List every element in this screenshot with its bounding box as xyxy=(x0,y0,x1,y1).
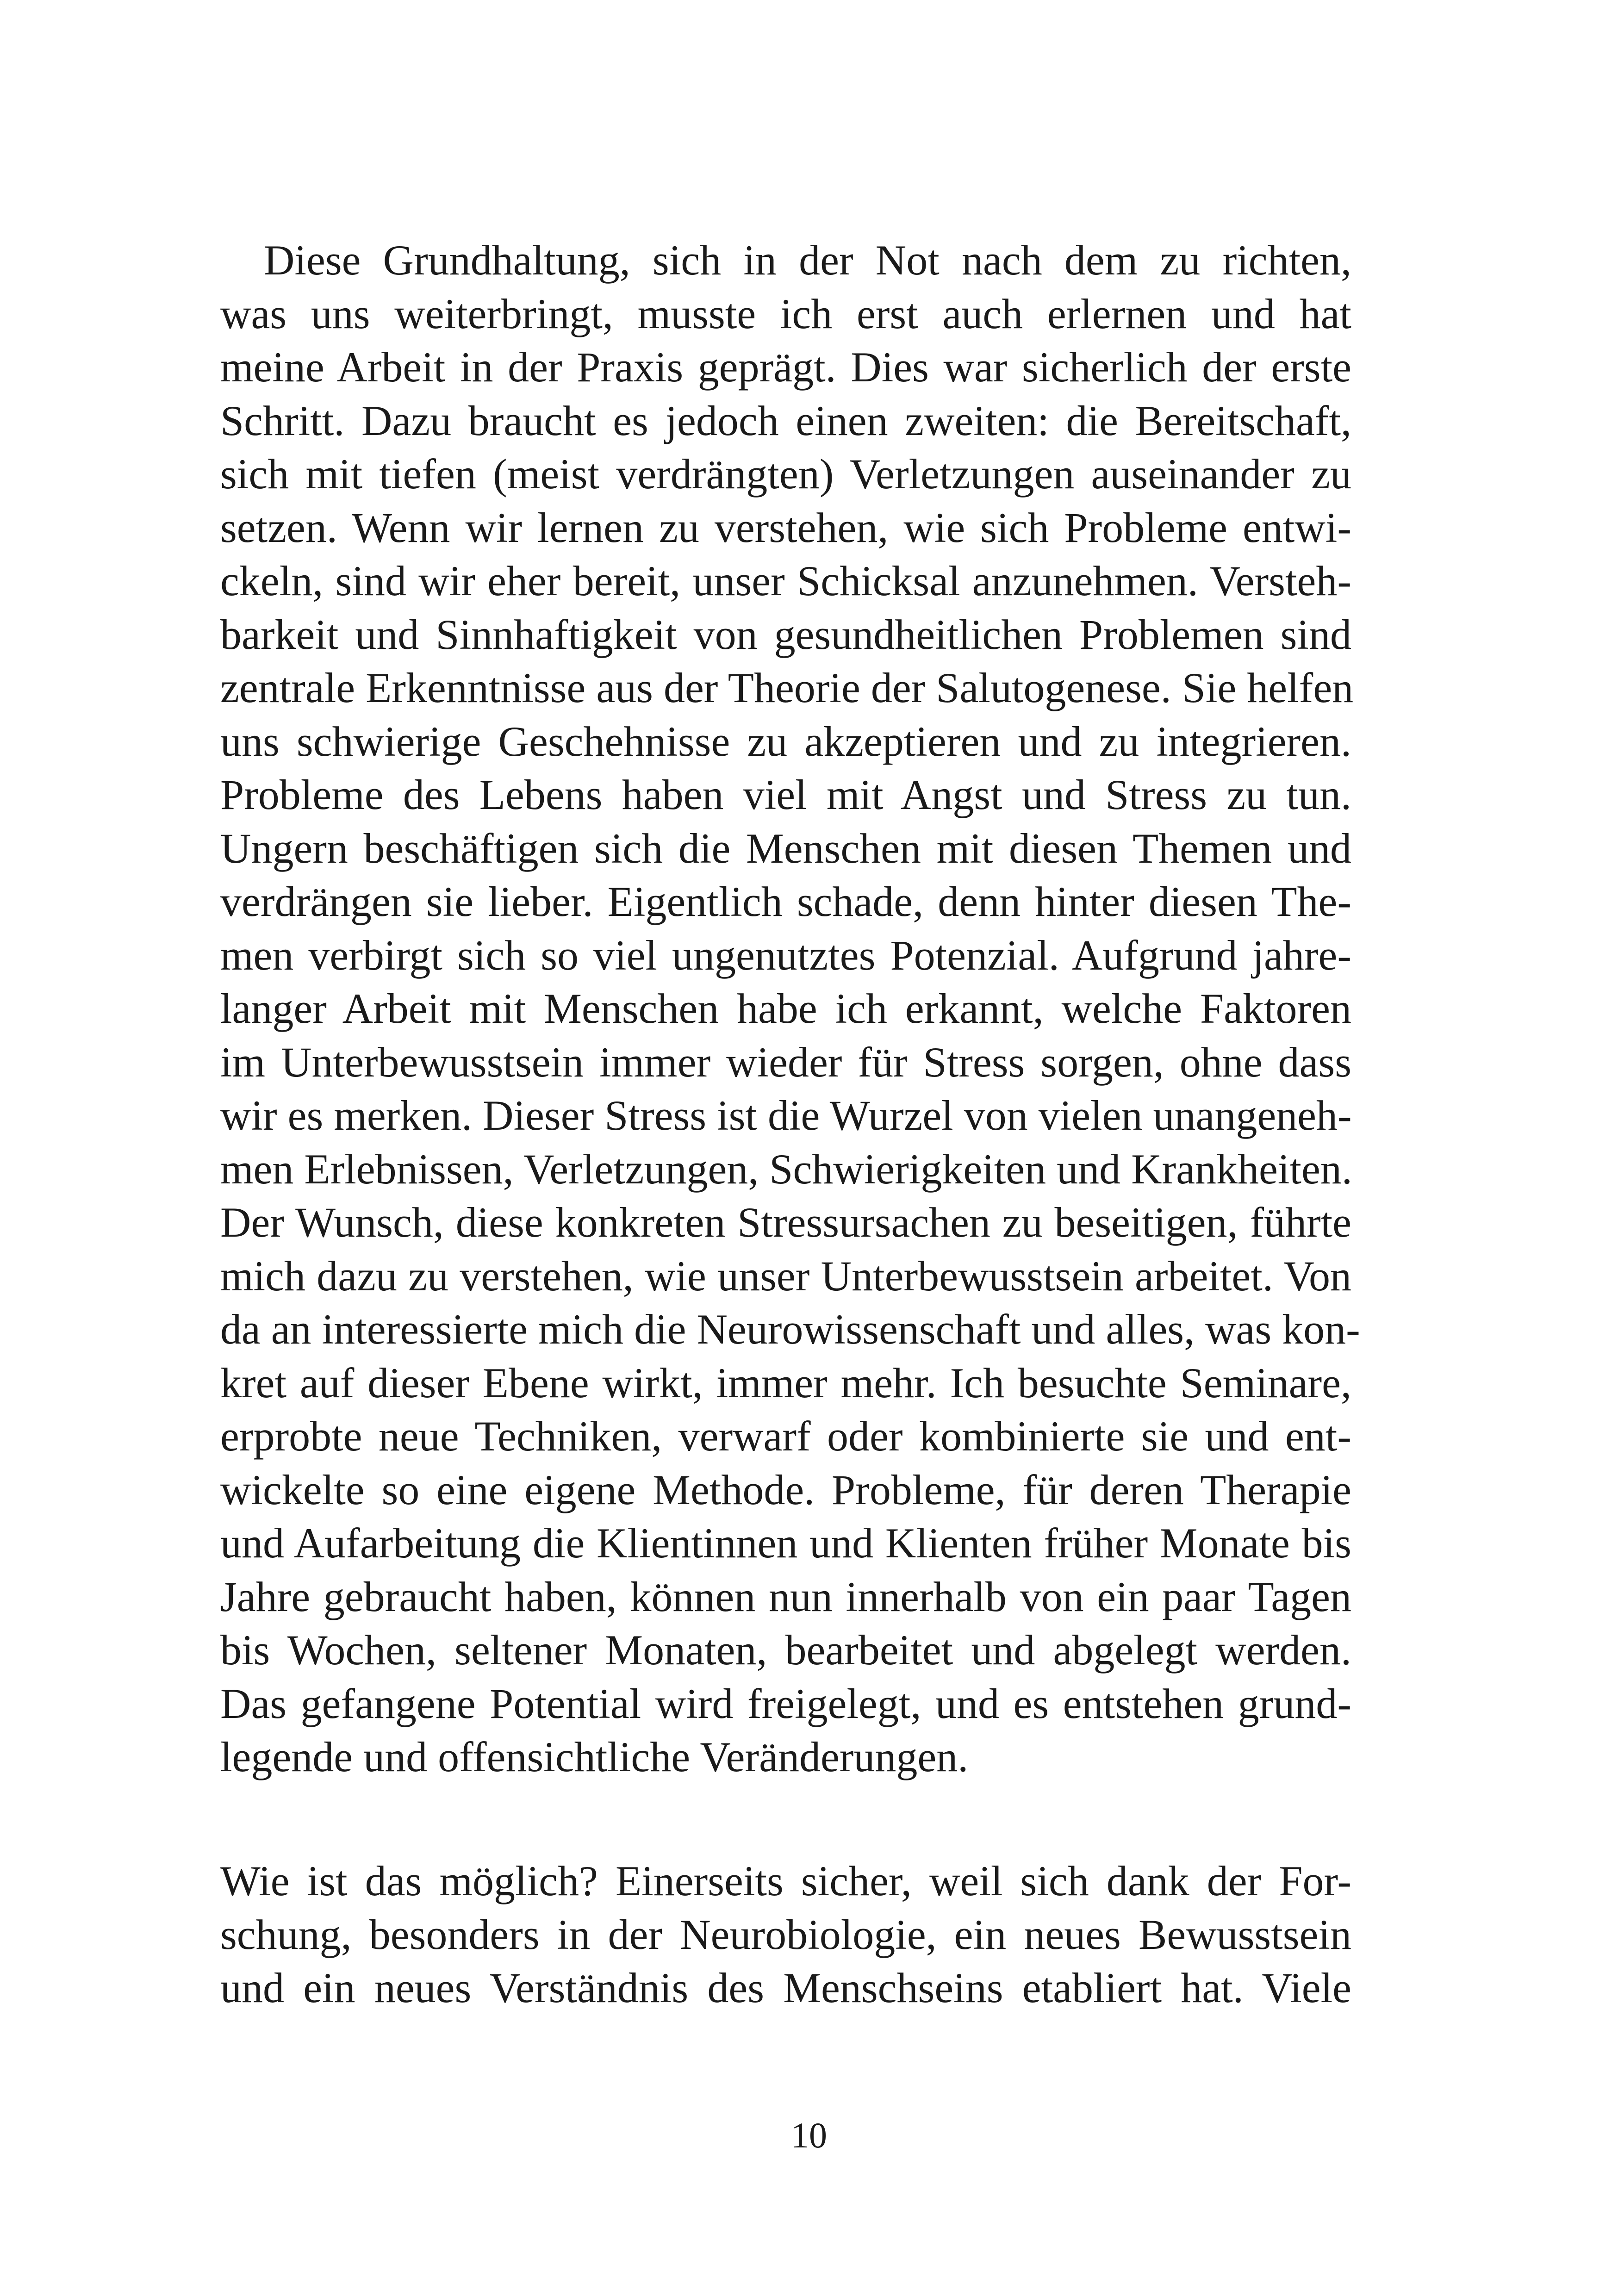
text-line: verdrängen sie lieber. Eigentlich schade, denn hinter diesen The- xyxy=(220,878,1351,925)
text-line: Probleme des Lebens haben viel mit Angst und Stress zu tun. xyxy=(220,771,1351,818)
text-line: Das gefangene Potential wird freigelegt, und es entstehen grund- xyxy=(220,1680,1351,1727)
text-line: wir es merken. Dieser Stress ist die Wurzel von vielen unangeneh- xyxy=(220,1092,1352,1139)
text-line: sich mit tiefen (meist verdrängten) Verletzungen auseinander zu xyxy=(220,450,1351,498)
page-number: 10 xyxy=(791,2115,827,2155)
text-line: Wie ist das möglich? Einerseits sicher, weil sich dank der For- xyxy=(220,1857,1351,1904)
text-line: im Unterbewusstsein immer wieder für Stress sorgen, ohne dass xyxy=(220,1038,1351,1086)
text-line: mich dazu zu verstehen, wie unser Unterbewusstsein arbeitet. Von xyxy=(220,1252,1351,1300)
text-line: Schritt. Dazu braucht es jedoch einen zweiten: die Bereitschaft, xyxy=(220,397,1351,444)
text-line: zentrale Erkenntnisse aus der Theorie der Salutogenese. Sie helfen xyxy=(220,664,1354,711)
text-line: und ein neues Verständnis des Menschseins etabliert hat. Viele xyxy=(220,1964,1351,2011)
text-line: men verbirgt sich so viel ungenutztes Potenzial. Aufgrund jahre- xyxy=(220,931,1351,979)
paragraph-1 xyxy=(220,234,1360,1784)
text-line: Diese Grundhaltung, sich in der Not nach dem zu richten, xyxy=(264,236,1351,284)
text-line: legende und offensichtliche Veränderungen. xyxy=(220,1733,969,1780)
text-line: was uns weiterbringt, musste ich erst auch erlernen und hat xyxy=(220,290,1351,337)
text-line: men Erlebnissen, Verletzungen, Schwierigkeiten und Krankheiten. xyxy=(220,1145,1352,1193)
text-line: uns schwierige Geschehnisse zu akzeptieren und zu integrieren. xyxy=(220,717,1351,765)
text-line: ckeln, sind wir eher bereit, unser Schicksal anzunehmen. Versteh- xyxy=(220,557,1351,604)
text-line: da an interessierte mich die Neurowissenschaft und alles, was kon- xyxy=(220,1306,1360,1353)
text-line: setzen. Wenn wir lernen zu verstehen, wie sich Probleme entwi- xyxy=(220,504,1351,551)
paragraph-2 xyxy=(220,1854,1351,2015)
text-line: langer Arbeit mit Menschen habe ich erkannt, welche Faktoren xyxy=(220,985,1351,1032)
text-line: barkeit und Sinnhaftigkeit von gesundheitlichen Problemen sind xyxy=(220,610,1351,658)
text-line: Jahre gebraucht haben, können nun innerhalb von ein paar Tagen xyxy=(220,1573,1351,1620)
text-line: meine Arbeit in der Praxis geprägt. Dies war sicherlich der erste xyxy=(220,343,1351,391)
text-line: schung, besonders in der Neurobiologie, ein neues Bewusstsein xyxy=(220,1910,1351,1958)
text-line: Der Wunsch, diese konkreten Stressursachen zu beseitigen, führte xyxy=(220,1199,1351,1246)
text-line: bis Wochen, seltener Monaten, bearbeitet und abgelegt werden. xyxy=(220,1626,1351,1674)
text-line: erprobte neue Techniken, verwarf oder kombinierte sie und ent- xyxy=(220,1412,1351,1460)
text-line: kret auf dieser Ebene wirkt, immer mehr. Ich besuchte Seminare, xyxy=(220,1359,1351,1406)
text-line: und Aufarbeitung die Klientinnen und Klienten früher Monate bis xyxy=(220,1519,1351,1567)
text-line: Ungern beschäftigen sich die Menschen mit diesen Themen und xyxy=(220,824,1351,872)
text-line: wickelte so eine eigene Methode. Probleme, für deren Therapie xyxy=(220,1466,1351,1513)
